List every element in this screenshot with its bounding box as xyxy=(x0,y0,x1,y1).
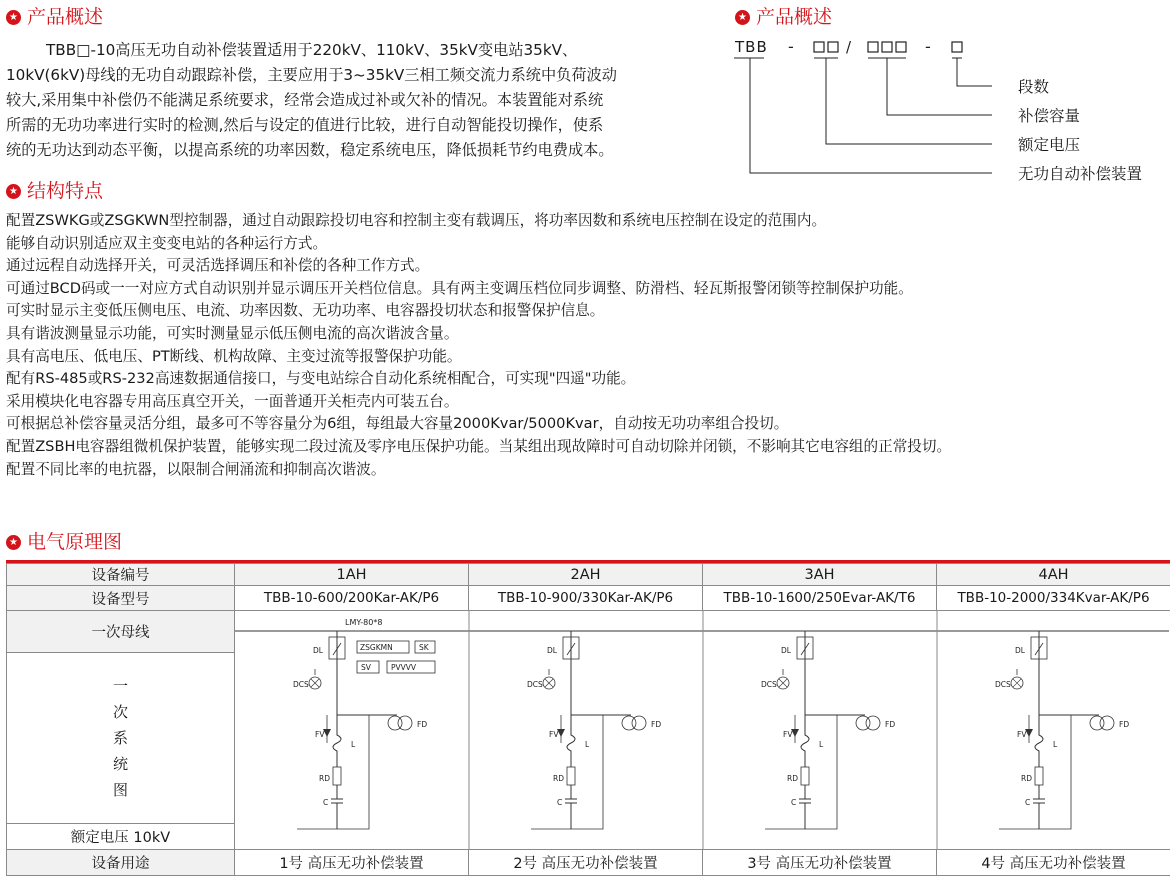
resistor-label: RD xyxy=(1021,774,1032,783)
table-row xyxy=(7,586,1170,611)
schematic-diagram xyxy=(235,611,1169,849)
feature-item: 能够自动识别适应双主变变电站的各种运行方式。 xyxy=(6,234,328,252)
reactor-label: L xyxy=(585,740,590,749)
code-box xyxy=(814,42,824,52)
reactor-symbol xyxy=(801,715,809,761)
column-model: TBB-10-2000/334Kvar-AK/P6 xyxy=(937,586,1170,611)
feature-item: 配置ZSWKG或ZSGKWN型控制器，通过自动跟踪投切电容和控制主变有载调压，将功率因数和系统电压控制在设定的范围内。 xyxy=(6,212,827,229)
breaker-label: DL xyxy=(547,646,557,655)
code-box xyxy=(952,42,962,52)
feature-item: 配有RS-485或RS-232高速数据通信接口，与变电站综合自动化系统相配合，可实现"四遥"功能。 xyxy=(6,370,636,388)
model-label-device: 无功自动补偿装置 xyxy=(1018,165,1143,183)
row-label-usage: 设备用途 xyxy=(7,850,235,876)
model-title-text: 产品概述 xyxy=(756,6,833,28)
arrester-label: FV xyxy=(1017,730,1027,739)
column-id: 1AH xyxy=(235,564,469,586)
row-label-number: 设备编号 xyxy=(7,564,235,586)
column-usage: 3号 高压无功补偿装置 xyxy=(703,850,937,876)
intro-line: 所需的无功功率进行实时的检测,然后与设定的值进行比较，进行自动智能投切操作，使系 xyxy=(6,116,604,134)
feature-item: 配置不同比率的电抗器，以限制合闸涌流和抑制高次谐波。 xyxy=(6,460,386,478)
reactor-symbol xyxy=(1035,715,1043,761)
feature-item: 具有高电压、低电压、PT断线、机构故障、主变过流等报警保护功能。 xyxy=(6,347,462,365)
capacitor-label: C xyxy=(557,798,563,807)
model-title xyxy=(735,6,832,28)
fuse-label: FD xyxy=(651,720,662,729)
sensor-label: DCS xyxy=(995,680,1011,689)
schematic-cell xyxy=(235,611,1170,850)
reactor-symbol xyxy=(567,715,575,761)
fuse-label: FD xyxy=(417,720,428,729)
reactor-symbol xyxy=(333,715,341,761)
feature-item: 配置ZSBH电容器组微机保护装置，能够实现二段过流及零序电压保护功能。当某组出现故障时可自动切除并闭锁，不影响其它电容组的正常投切。 xyxy=(6,437,952,455)
sensor-label: DCS xyxy=(527,680,543,689)
resistor-symbol xyxy=(333,767,341,785)
transformer-symbol xyxy=(632,716,646,730)
system-char: 系 xyxy=(112,729,128,748)
code-box xyxy=(896,42,906,52)
system-char: 一 xyxy=(112,677,128,696)
transformer-symbol xyxy=(866,716,880,730)
model-label-capacity: 补偿容量 xyxy=(1018,107,1081,125)
arrester-label: FV xyxy=(783,730,793,739)
resistor-label: RD xyxy=(319,774,330,783)
intro-line: 统的无功达到动态平衡，以提高系统的功率因数，稳定系统电压，降低损耗节约电费成本。 xyxy=(6,141,614,159)
code-box xyxy=(828,42,838,52)
breaker-label: DL xyxy=(1015,646,1025,655)
diagram-title xyxy=(6,531,122,553)
feature-item: 采用模块化电容器专用高压真空开关，一面普通开关柜壳内可装五台。 xyxy=(6,392,459,410)
star-icon: ★ xyxy=(6,184,21,199)
capacitor-label: C xyxy=(791,798,797,807)
column-usage: 4号 高压无功补偿装置 xyxy=(937,850,1170,876)
model-label-voltage: 额定电压 xyxy=(1018,136,1081,154)
column-model: TBB-10-600/200Kar-AK/P6 xyxy=(235,586,469,611)
transformer-symbol xyxy=(1100,716,1114,730)
model-slash: / xyxy=(846,38,852,56)
resistor-symbol xyxy=(801,767,809,785)
column-model: TBB-10-900/330Kar-AK/P6 xyxy=(469,586,703,611)
column-usage: 2号 高压无功补偿装置 xyxy=(469,850,703,876)
controller-label: SV xyxy=(361,663,371,672)
intro-title-text: 产品概述 xyxy=(27,6,104,28)
model-dash: - xyxy=(925,37,931,56)
feature-item: 可实时显示主变低压侧电压、电流、功率因数、无功功率、电容器投切状态和报警保护信息。 xyxy=(6,302,605,320)
sensor-label: DCS xyxy=(293,680,309,689)
features-list xyxy=(6,210,951,481)
intro-title xyxy=(6,6,103,28)
row-label-voltage: 额定电压 10kV xyxy=(7,823,235,849)
system-char: 统 xyxy=(112,755,128,774)
features-title xyxy=(6,180,103,202)
bus-label: LMY-80*8 xyxy=(345,618,383,627)
controller-label: PVVVV xyxy=(391,663,417,672)
features-title-text: 结构特点 xyxy=(27,180,104,202)
controller-label: ZSGKMN xyxy=(360,643,393,652)
resistor-symbol xyxy=(567,767,575,785)
row-label-model: 设备型号 xyxy=(7,586,235,611)
resistor-label: RD xyxy=(553,774,564,783)
column-id: 4AH xyxy=(937,564,1170,586)
controller-label: SK xyxy=(419,643,429,652)
code-box xyxy=(868,42,878,52)
capacitor-label: C xyxy=(1025,798,1031,807)
feature-item: 具有谐波测量显示功能，可实时测量显示低压侧电流的高次谐波含量。 xyxy=(6,324,459,342)
column-id: 3AH xyxy=(703,564,937,586)
breaker-label: DL xyxy=(313,646,323,655)
fuse-label: FD xyxy=(885,720,896,729)
arrester-label: FV xyxy=(315,730,325,739)
table-row xyxy=(7,564,1170,586)
model-dash: - xyxy=(788,37,794,56)
capacitor-label: C xyxy=(323,798,329,807)
column-usage: 1号 高压无功补偿装置 xyxy=(235,850,469,876)
resistor-symbol xyxy=(1035,767,1043,785)
resistor-label: RD xyxy=(787,774,798,783)
transformer-symbol xyxy=(398,716,412,730)
intro-line: 较大,采用集中补偿仍不能满足系统要求，经常会造成过补或欠补的情况。本装置能对系统 xyxy=(6,91,604,109)
system-char: 图 xyxy=(112,781,128,800)
feature-item: 可根据总补偿容量灵活分组，最多可不等容量分为6组，每组最大容量2000Kvar/5000Kvar，自动按无功功率组合投切。 xyxy=(6,415,789,433)
diagram-title-text: 电气原理图 xyxy=(27,531,123,553)
arrester-label: FV xyxy=(549,730,559,739)
model-label-segments: 段数 xyxy=(1018,78,1050,96)
table-row xyxy=(7,850,1170,876)
code-box xyxy=(882,42,892,52)
breaker-label: DL xyxy=(781,646,791,655)
reactor-label: L xyxy=(351,740,356,749)
feature-item: 可通过BCD码或一一对应方式自动识别并显示调压开关档位信息。具有两主变调压档位同步调整、防滑档、轻瓦斯报警闭锁等控制保护功能。 xyxy=(6,279,913,297)
table-row xyxy=(7,611,1170,653)
intro-line: 10kV(6kV)母线的无功自动跟踪补偿，主要应用于3~35kV三相工频交流力系统中负荷波动 xyxy=(6,66,617,84)
row-label-busbar: 一次母线 xyxy=(7,611,235,653)
star-icon: ★ xyxy=(6,10,21,25)
diagram-table xyxy=(6,563,1170,876)
star-icon: ★ xyxy=(735,10,750,25)
reactor-label: L xyxy=(1053,740,1058,749)
sensor-label: DCS xyxy=(761,680,777,689)
star-icon: ★ xyxy=(6,535,21,550)
system-label xyxy=(7,673,234,803)
feature-item: 通过远程自动选择开关，可灵活选择调压和补偿的各种工作方式。 xyxy=(6,257,430,275)
intro-line: TBB□-10高压无功自动补偿装置适用于220kV、110kV、35kV变电站35kV、 xyxy=(46,41,578,59)
system-char: 次 xyxy=(112,703,128,722)
column-id: 2AH xyxy=(469,564,703,586)
reactor-label: L xyxy=(819,740,824,749)
column-model: TBB-10-1600/250Evar-AK/T6 xyxy=(703,586,937,611)
fuse-label: FD xyxy=(1119,720,1130,729)
row-label-system xyxy=(7,653,235,824)
model-prefix: TBB xyxy=(735,38,768,56)
